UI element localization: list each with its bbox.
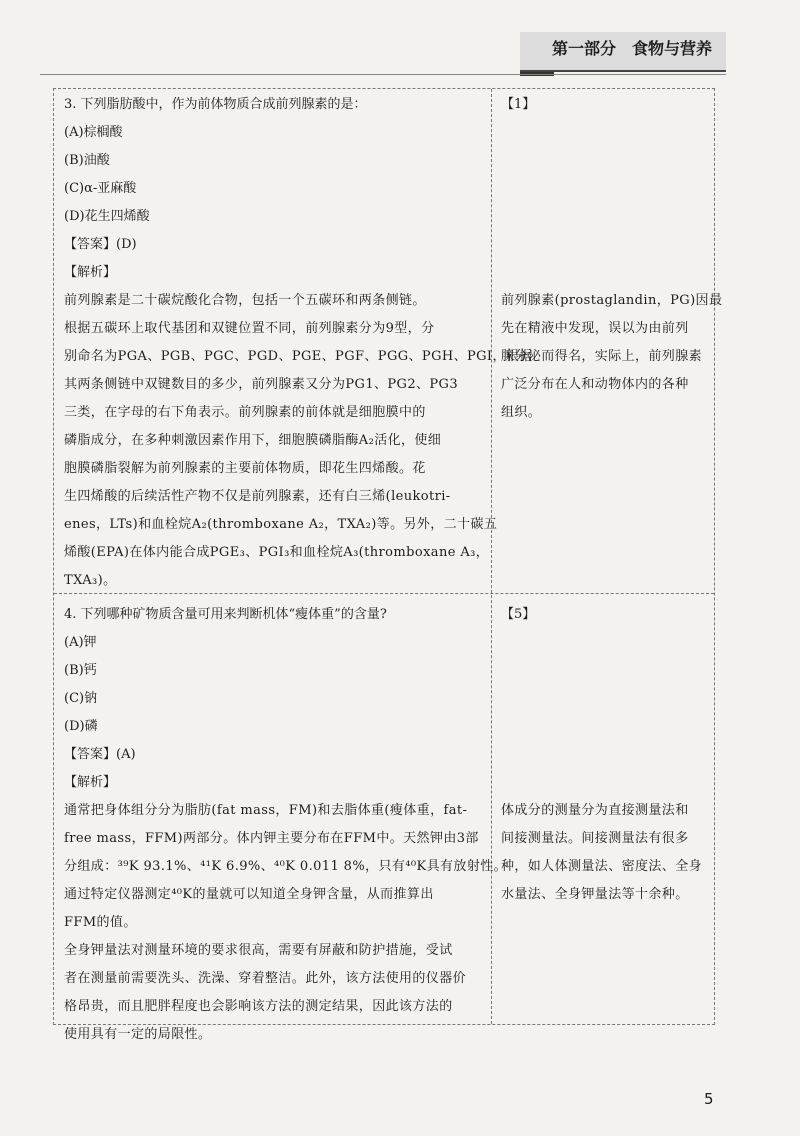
page-header-title: 第一部分 食物与营养 (552, 39, 713, 58)
question-3-option-b: (B)油酸 (64, 153, 110, 168)
question-3-note-line: 腺分泌而得名，实际上，前列腺素 (501, 349, 703, 364)
question-4-explanation-line: 通过特定仪器测定⁴⁰K的量就可以知道全身钾含量，从而推算出 (64, 887, 434, 902)
question-3-explanation-line: 磷脂成分，在多种刺激因素作用下，细胞膜磷脂酶A₂活化，使细 (64, 433, 442, 448)
question-4-note (501, 797, 701, 909)
question-4-option-c: (C)钠 (64, 691, 98, 706)
question-3-explanation-line: 根据五碳环上取代基团和双键位置不同，前列腺素分为9型，分 (64, 321, 435, 336)
question-4-note-line: 间接测量法。间接测量法有很多 (501, 831, 689, 846)
question-4-explanation-line: free mass，FFM)两部分。体内钾主要分布在FFM中。天然钾由3部 (64, 831, 479, 846)
question-4-option-b: (B)钙 (64, 663, 97, 678)
question-4-note-line: 种，如人体测量法、密度法、全身 (501, 859, 703, 874)
question-4-stem: 4. 下列哪种矿物质含量可用来判断机体“瘦体重”的含量? (64, 607, 387, 622)
question-3-note-line: 广泛分布在人和动物体内的各种 (501, 377, 689, 392)
question-3-explanation-line: TXA₃)。 (64, 573, 117, 588)
question-4 (64, 601, 508, 1049)
question-3-note (501, 287, 723, 427)
question-4-explanation-line: 全身钾量法对测量环境的要求很高，需要有屏蔽和防护措施，受试 (64, 943, 453, 958)
question-4-option-d: (D)磷 (64, 719, 98, 734)
question-3-explanation-line: 前列腺素是二十碳烷酸化合物，包括一个五碳环和两条侧链。 (64, 293, 426, 308)
question-4-note-line: 水量法、全身钾量法等十余种。 (501, 887, 689, 902)
question-4-analysis-label: 【解析】 (64, 775, 117, 790)
question-table (53, 88, 723, 1042)
page-number: 5 (704, 1090, 714, 1108)
question-3-option-d: (D)花生四烯酸 (64, 209, 150, 224)
question-4-option-a: (A)钾 (64, 635, 97, 650)
question-4-sidebar (501, 601, 701, 629)
question-3-analysis-label: 【解析】 (64, 265, 117, 280)
question-3-note-marker: 【1】 (501, 97, 536, 112)
column-divider (491, 89, 492, 1024)
question-3-note-line: 前列腺素(prostaglandin，PG)因最 (501, 293, 723, 308)
question-4-note-line: 体成分的测量分为直接测量法和 (501, 803, 689, 818)
question-3-option-a: (A)棕榈酸 (64, 125, 123, 140)
question-3-explanation-line: 胞膜磷脂裂解为前列腺素的主要前体物质，即花生四烯酸。花 (64, 461, 426, 476)
question-3-explanation-line: 烯酸(EPA)在体内能合成PGE₃、PGI₃和血栓烷A₃(thromboxane A₃， (64, 545, 490, 560)
question-3-answer: 【答案】(D) (64, 237, 137, 252)
question-4-explanation-line: 通常把身体组分分为脂肪(fat mass，FM)和去脂体重(瘦体重，fat- (64, 803, 468, 818)
question-3-note-line: 先在精液中发现，误以为由前列 (501, 321, 689, 336)
question-4-explanation-line: 分组成：³⁹K 93.1%、⁴¹K 6.9%、⁴⁰K 0.011 8%，只有⁴⁰K具有放射性。 (64, 859, 508, 874)
question-3-explanation-line: 三类，在字母的右下角表示。前列腺素的前体就是细胞膜中的 (64, 405, 426, 420)
question-3-stem: 3. 下列脂肪酸中，作为前体物质合成前列腺素的是： (64, 97, 367, 112)
question-3-explanation-line: 生四烯酸的后续活性产物不仅是前列腺素，还有白三烯(leukotri- (64, 489, 451, 504)
question-3-explanation-line: 别命名为PGA、PGB、PGC、PGD、PGE、PGF、PGG、PGH、PGI，根据 (64, 349, 533, 364)
question-4-explanation-line: 者在测量前需要洗头、洗澡、穿着整洁。此外，该方法使用的仪器价 (64, 971, 467, 986)
question-3-explanation-line: 其两条侧链中双键数目的多少，前列腺素又分为PG1、PG2、PG3 (64, 377, 459, 392)
question-3-option-c: (C)α-亚麻酸 (64, 181, 137, 196)
question-4-explanation-line: FFM的值。 (64, 915, 137, 930)
header-rule (40, 74, 726, 75)
question-4-explanation-line: 使用具有一定的局限性。 (64, 1027, 212, 1042)
question-4-note-marker: 【5】 (501, 607, 536, 622)
question-4-explanation-line: 格昂贵，而且肥胖程度也会影响该方法的测定结果，因此该方法的 (64, 999, 453, 1014)
question-3-sidebar (501, 91, 701, 119)
question-3-explanation-line: enes，LTs)和血栓烷A₂(thromboxane A₂，TXA₂)等。另外，二十碳五 (64, 517, 498, 532)
question-3-note-line: 组织。 (501, 405, 542, 420)
question-4-answer: 【答案】(A) (64, 747, 136, 762)
